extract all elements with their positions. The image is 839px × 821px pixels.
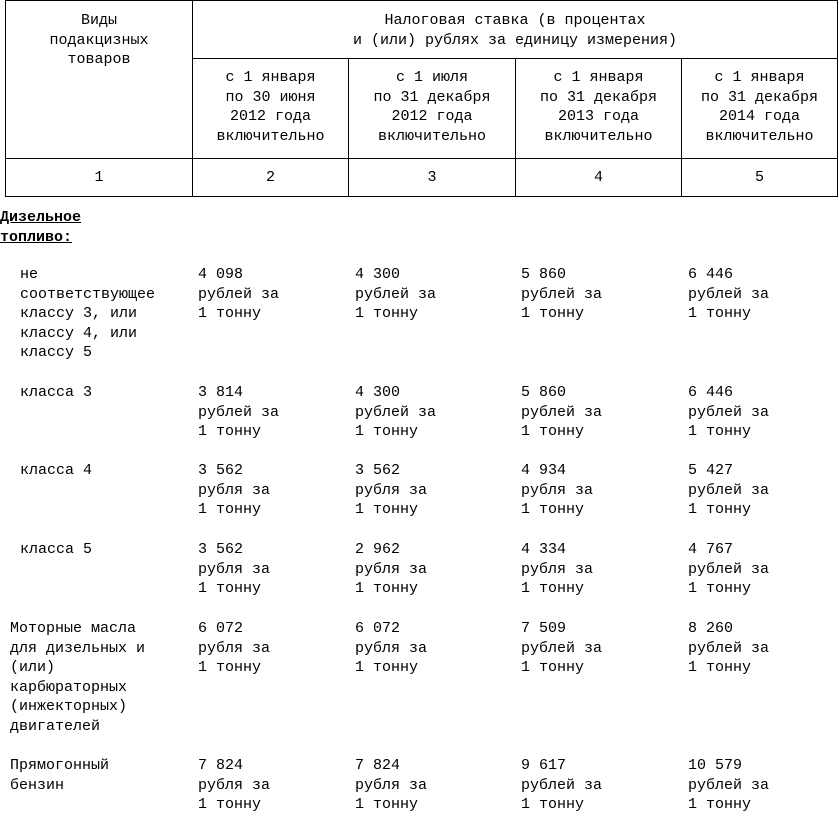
row-value-period-1: 4 098 рублей за 1 тонну [198, 266, 280, 323]
row-value-period-3: 9 617 рублей за 1 тонну [521, 757, 603, 814]
header-kinds-cell: Виды подакцизных товаров [6, 1, 193, 159]
section-title-diesel: Дизельное топливо: [0, 209, 82, 246]
row-value-period-3: 5 860 рублей за 1 тонну [521, 266, 603, 323]
row-name: не соответствующее классу 3, или классу 4, или классу 5 [20, 266, 156, 362]
column-number-1: 1 [6, 159, 193, 197]
row-value-period-3: 7 509 рублей за 1 тонну [521, 620, 603, 677]
row-value-period-3: 4 334 рубля за 1 тонну [521, 541, 594, 598]
row-value-period-1: 3 562 рубля за 1 тонну [198, 541, 271, 598]
row-value-period-4: 6 446 рублей за 1 тонну [688, 384, 770, 441]
row-value-period-2: 4 300 рублей за 1 тонну [355, 384, 437, 441]
row-value-period-4: 10 579 рублей за 1 тонну [688, 757, 770, 814]
row-value-period-2: 3 562 рубля за 1 тонну [355, 462, 428, 519]
column-number-3: 3 [349, 159, 516, 197]
row-name: класса 4 [20, 462, 93, 479]
row-name: класса 3 [20, 384, 93, 401]
row-value-period-2: 7 824 рубля за 1 тонну [355, 757, 428, 814]
row-value-period-1: 7 824 рубля за 1 тонну [198, 757, 271, 814]
row-value-period-4: 5 427 рублей за 1 тонну [688, 462, 770, 519]
row-value-period-2: 4 300 рублей за 1 тонну [355, 266, 437, 323]
row-name: Прямогонный бензин [10, 757, 110, 794]
row-value-period-4: 6 446 рублей за 1 тонну [688, 266, 770, 323]
column-number-4: 4 [516, 159, 682, 197]
row-value-period-2: 6 072 рубля за 1 тонну [355, 620, 428, 677]
row-value-period-3: 5 860 рублей за 1 тонну [521, 384, 603, 441]
header-period-4: с 1 января по 31 декабря 2014 года включительно [682, 59, 838, 159]
row-value-period-1: 6 072 рубля за 1 тонну [198, 620, 271, 677]
row-value-period-1: 3 814 рублей за 1 тонну [198, 384, 280, 441]
row-name: Моторные масла для дизельных и (или) карбюраторных (инжекторных) двигателей [10, 620, 146, 735]
row-value-period-3: 4 934 рубля за 1 тонну [521, 462, 594, 519]
header-table [5, 0, 838, 197]
row-value-period-4: 4 767 рублей за 1 тонну [688, 541, 770, 598]
header-rate-cell: Налоговая ставка (в процентах и (или) рублях за единицу измерения) [193, 1, 838, 59]
row-value-period-2: 2 962 рубля за 1 тонну [355, 541, 428, 598]
header-period-1: с 1 января по 30 июня 2012 года включительно [193, 59, 349, 159]
row-value-period-4: 8 260 рублей за 1 тонну [688, 620, 770, 677]
header-period-2: с 1 июля по 31 декабря 2012 года включительно [349, 59, 516, 159]
column-number-2: 2 [193, 159, 349, 197]
header-period-3: с 1 января по 31 декабря 2013 года включительно [516, 59, 682, 159]
row-name: класса 5 [20, 541, 93, 558]
row-value-period-1: 3 562 рубля за 1 тонну [198, 462, 271, 519]
column-number-5: 5 [682, 159, 838, 197]
